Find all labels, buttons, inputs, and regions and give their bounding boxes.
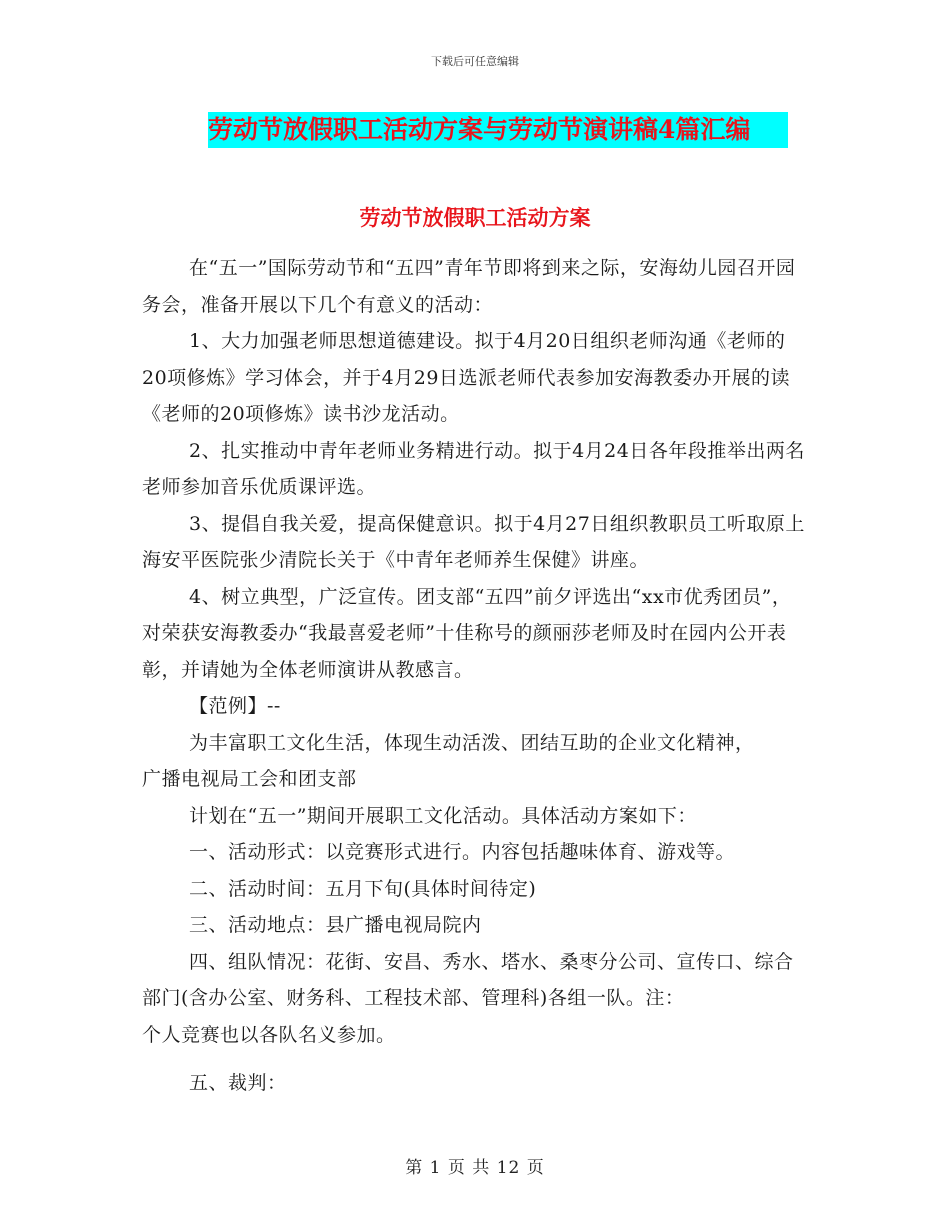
paragraph-form: 一、活动形式：以竞赛形式进行。内容包括趣味体育、游戏等。 [189,841,736,863]
paragraph-plan: 计划在“五一”期间开展职工文化活动。具体活动方案如下： [189,804,697,827]
paragraph-organizer: 广播电视局工会和团支部 [142,768,357,790]
paragraph-item-4: 4、树立典型，广泛宣传。团支部“五四”前夕评选出“xx市优秀团员”，对荣获安海教委办“我最喜爱老师”十佳称号的颜丽莎老师及时在园内公开表彰，并请她为全体老师演讲从教感言。 [142,585,792,681]
paragraph-time: 二、活动时间：五月下旬(具体时间待定) [189,877,537,900]
paragraph-item-3: 3、提倡自我关爱，提高保健意识。拟于4月27日组织教职员工听取原上海安平医院张少清院长关于《中青年老师养生保健》讲座。 [142,512,805,571]
document-body [142,250,807,1102]
header-note: 下载后可任意编辑 [431,55,519,68]
paragraph-item-1: 1、大力加强老师思想道德建设。拟于4月20日组织老师沟通《老师的20项修炼》学习体会，并于4月29日选派老师代表参加安海教委办开展的读《老师的20项修炼》读书沙龙活动。 [142,330,790,425]
section-title: 劳动节放假职工活动方案 [359,205,591,230]
document-title: 劳动节放假职工活动方案与劳动节演讲稿4篇汇编 [208,112,788,148]
paragraph-teams-note: 个人竞赛也以各队名义参加。 [142,1023,396,1046]
paragraph-location: 三、活动地点：县广播电视局院内 [189,914,482,936]
paragraph-teams: 四、组队情况：花街、安昌、秀水、塔水、桑枣分公司、宣传口、综合部门(含办公室、财务科、工程技术部、管理科)各组一队。注： [142,950,794,1009]
paragraph-referee: 五、裁判： [189,1072,287,1094]
paragraph-purpose: 为丰富职工文化生活，体现生动活泼、团结互助的企业文化精神， [189,731,755,754]
page-footer: 第 1 页 共 12 页 [405,1158,545,1178]
paragraph-example-label: 【范例】-- [189,695,281,717]
paragraph-item-2: 2、扎实推动中青年老师业务精进行动。拟于4月24日各年段推举出两名老师参加音乐优质课评选。 [142,439,805,498]
paragraph-intro: 在“五一”国际劳动节和“五四”青年节即将到来之际，安海幼儿园召开园务会，准备开展以下几个有意义的活动： [142,257,796,316]
